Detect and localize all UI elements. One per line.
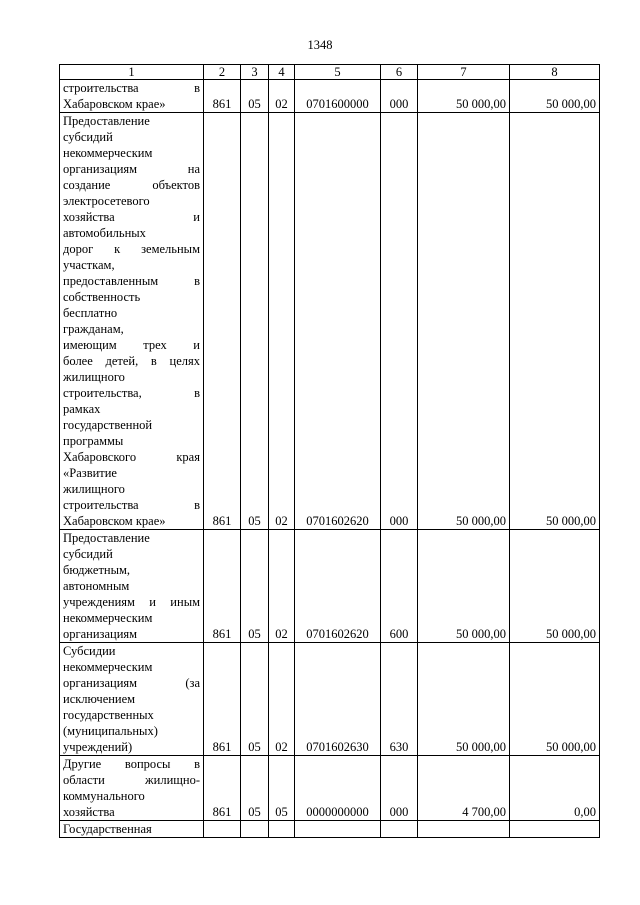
table-body bbox=[60, 65, 600, 838]
description-line: строительства, в bbox=[63, 386, 200, 400]
description-line: программы bbox=[63, 434, 124, 448]
expense-type-code: 000 bbox=[381, 113, 418, 530]
row-description bbox=[60, 821, 204, 838]
subsection-code: 02 bbox=[269, 530, 295, 643]
description-line: государственных bbox=[63, 708, 154, 722]
description-line: более детей, в целях bbox=[63, 354, 200, 368]
table-row bbox=[60, 821, 600, 838]
description-line: жилищного bbox=[63, 482, 125, 496]
description-line: рамках bbox=[63, 402, 101, 416]
target-code bbox=[295, 821, 381, 838]
amount-year-1: 50 000,00 bbox=[418, 530, 510, 643]
description-line: Государственная bbox=[63, 822, 152, 836]
row-description bbox=[60, 756, 204, 821]
description-line: бесплатно bbox=[63, 306, 118, 320]
description-line: хозяйства bbox=[63, 805, 115, 819]
row-description bbox=[60, 643, 204, 756]
amount-year-2 bbox=[510, 821, 600, 838]
table-row bbox=[60, 756, 600, 821]
column-header: 3 bbox=[241, 65, 269, 80]
section-code bbox=[241, 821, 269, 838]
description-line: некоммерческим bbox=[63, 146, 153, 160]
section-code: 05 bbox=[241, 80, 269, 113]
amount-year-2: 50 000,00 bbox=[510, 643, 600, 756]
target-code: 0701600000 bbox=[295, 80, 381, 113]
description-line: хозяйства и bbox=[63, 210, 200, 224]
column-header: 7 bbox=[418, 65, 510, 80]
target-code: 0000000000 bbox=[295, 756, 381, 821]
description-line: электросетевого bbox=[63, 194, 150, 208]
section-code: 05 bbox=[241, 643, 269, 756]
admin-code: 861 bbox=[204, 643, 241, 756]
admin-code bbox=[204, 821, 241, 838]
budget-table bbox=[59, 64, 600, 838]
column-header: 1 bbox=[60, 65, 204, 80]
target-code: 0701602620 bbox=[295, 113, 381, 530]
subsection-code: 02 bbox=[269, 113, 295, 530]
column-header: 5 bbox=[295, 65, 381, 80]
expense-type-code: 000 bbox=[381, 80, 418, 113]
amount-year-2: 50 000,00 bbox=[510, 113, 600, 530]
expense-type-code bbox=[381, 821, 418, 838]
column-header: 4 bbox=[269, 65, 295, 80]
description-line: создание объектов bbox=[63, 178, 200, 192]
description-line: Хабаровском крае» bbox=[63, 514, 166, 528]
description-line: некоммерческим bbox=[63, 611, 153, 625]
description-line: Хабаровского края bbox=[63, 450, 200, 464]
target-code: 0701602630 bbox=[295, 643, 381, 756]
subsection-code: 02 bbox=[269, 643, 295, 756]
section-code: 05 bbox=[241, 113, 269, 530]
target-code: 0701602620 bbox=[295, 530, 381, 643]
table-header-row bbox=[60, 65, 600, 80]
admin-code: 861 bbox=[204, 80, 241, 113]
description-line: Предоставление bbox=[63, 114, 150, 128]
description-line: «Развитие bbox=[63, 466, 117, 480]
column-header: 2 bbox=[204, 65, 241, 80]
description-line: Предоставление bbox=[63, 531, 150, 545]
description-line: субсидий bbox=[63, 130, 113, 144]
description-line: учреждений) bbox=[63, 740, 133, 754]
expense-type-code: 000 bbox=[381, 756, 418, 821]
description-line: Другие вопросы в bbox=[63, 757, 200, 771]
description-line: строительства в bbox=[63, 81, 200, 95]
description-line: коммунального bbox=[63, 789, 145, 803]
amount-year-2: 50 000,00 bbox=[510, 80, 600, 113]
description-line: Субсидии bbox=[63, 644, 116, 658]
subsection-code: 05 bbox=[269, 756, 295, 821]
amount-year-1: 50 000,00 bbox=[418, 113, 510, 530]
amount-year-1: 4 700,00 bbox=[418, 756, 510, 821]
description-line: предоставленным в bbox=[63, 274, 200, 288]
row-description bbox=[60, 530, 204, 643]
column-header: 8 bbox=[510, 65, 600, 80]
subsection-code: 02 bbox=[269, 80, 295, 113]
description-line: гражданам, bbox=[63, 322, 124, 336]
description-line: государственной bbox=[63, 418, 153, 432]
table-row bbox=[60, 643, 600, 756]
amount-year-1 bbox=[418, 821, 510, 838]
description-line: автономным bbox=[63, 579, 130, 593]
table-row bbox=[60, 113, 600, 530]
description-line: области жилищно- bbox=[63, 773, 200, 787]
description-line: некоммерческим bbox=[63, 660, 153, 674]
admin-code: 861 bbox=[204, 113, 241, 530]
row-description bbox=[60, 113, 204, 530]
description-line: автомобильных bbox=[63, 226, 146, 240]
page-number: 1348 bbox=[307, 38, 333, 52]
description-line: исключением bbox=[63, 692, 136, 706]
description-line: организациям на bbox=[63, 162, 200, 176]
description-line: дорог к земельным bbox=[63, 242, 200, 256]
description-line: организациям bbox=[63, 627, 138, 641]
description-line: учреждениям и иным bbox=[63, 595, 200, 609]
description-line: Хабаровском крае» bbox=[63, 97, 166, 111]
section-code: 05 bbox=[241, 530, 269, 643]
subsection-code bbox=[269, 821, 295, 838]
description-line: (муниципальных) bbox=[63, 724, 158, 738]
admin-code: 861 bbox=[204, 530, 241, 643]
description-line: имеющим трех и bbox=[63, 338, 200, 352]
admin-code: 861 bbox=[204, 756, 241, 821]
amount-year-1: 50 000,00 bbox=[418, 80, 510, 113]
row-description bbox=[60, 80, 204, 113]
expense-type-code: 630 bbox=[381, 643, 418, 756]
description-line: бюджетным, bbox=[63, 563, 131, 577]
description-line: субсидий bbox=[63, 547, 113, 561]
expense-type-code: 600 bbox=[381, 530, 418, 643]
description-line: организациям (за bbox=[63, 676, 200, 690]
description-line: участкам, bbox=[63, 258, 115, 272]
amount-year-1: 50 000,00 bbox=[418, 643, 510, 756]
table-row bbox=[60, 80, 600, 113]
amount-year-2: 50 000,00 bbox=[510, 530, 600, 643]
table-row bbox=[60, 530, 600, 643]
amount-year-2: 0,00 bbox=[510, 756, 600, 821]
description-line: собственность bbox=[63, 290, 141, 304]
section-code: 05 bbox=[241, 756, 269, 821]
column-header: 6 bbox=[381, 65, 418, 80]
description-line: жилищного bbox=[63, 370, 125, 384]
description-line: строительства в bbox=[63, 498, 200, 512]
